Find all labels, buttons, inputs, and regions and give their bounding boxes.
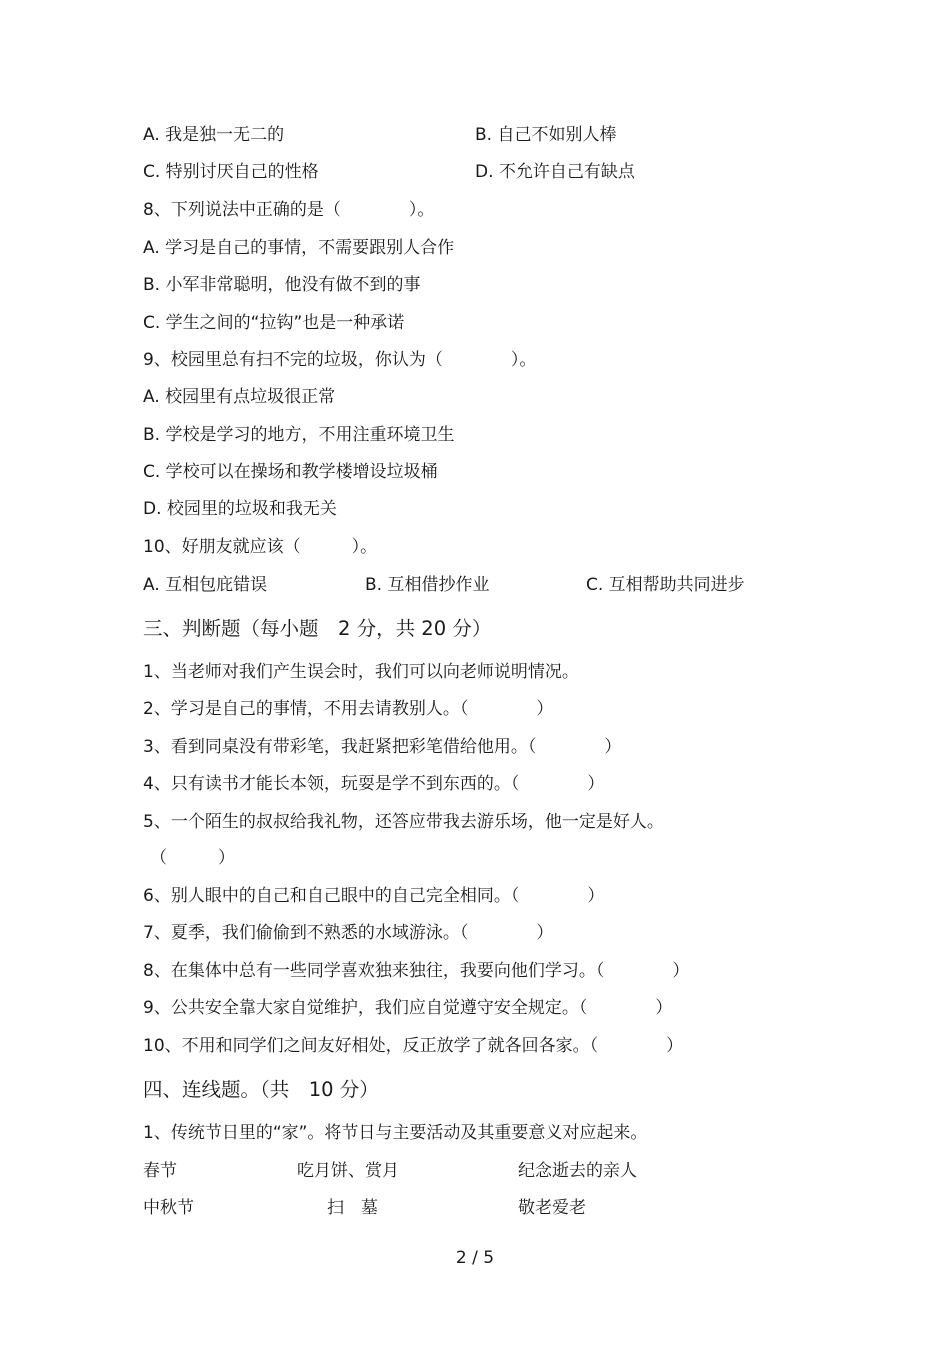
judge-item-10: 10、不用和同学们之间友好相处，反正放学了就各回各家。（ ） bbox=[143, 1036, 684, 1056]
q7-option-a: A. 我是独一无二的 bbox=[143, 125, 285, 145]
q8-option-b: B. 小军非常聪明，他没有做不到的事 bbox=[143, 275, 421, 295]
q7-option-c: C. 特别讨厌自己的性格 bbox=[143, 162, 319, 182]
q10-option-a: A. 互相包庇错误 bbox=[143, 575, 268, 595]
q10-option-c: C. 互相帮助共同进步 bbox=[586, 575, 745, 595]
q9-option-c: C. 学校可以在操场和教学楼增设垃圾桶 bbox=[143, 462, 438, 482]
q7-option-b: B. 自己不如别人棒 bbox=[475, 125, 617, 145]
match-row-2-festival: 中秋节 bbox=[143, 1198, 194, 1218]
judge-item-8: 8、在集体中总有一些同学喜欢独来独往，我要向他们学习。（ ） bbox=[143, 961, 690, 981]
q10-stem: 10、好朋友就应该（ ）。 bbox=[143, 537, 378, 557]
q9-option-b: B. 学校是学习的地方，不用注重环境卫生 bbox=[143, 425, 455, 445]
match-row-2-meaning: 敬老爱老 bbox=[518, 1198, 586, 1218]
judge-item-5-bracket: （ ） bbox=[150, 848, 235, 868]
q8-option-a: A. 学习是自己的事情，不需要跟别人合作 bbox=[143, 238, 455, 258]
section3-title: 三、判断题（每小题 2 分，共 20 分） bbox=[143, 617, 492, 640]
match-row-1-festival: 春节 bbox=[143, 1161, 177, 1181]
q8-option-c: C. 学生之间的“拉钩”也是一种承诺 bbox=[143, 313, 405, 333]
matching-q1: 1、传统节日里的“家”。将节日与主要活动及其重要意义对应起来。 bbox=[143, 1123, 648, 1143]
q8-stem: 8、下列说法中正确的是（ ）。 bbox=[143, 200, 435, 220]
match-row-1-meaning: 纪念逝去的亲人 bbox=[518, 1161, 637, 1181]
judge-item-4: 4、只有读书才能长本领，玩耍是学不到东西的。（ ） bbox=[143, 774, 605, 794]
page-number: 2 / 5 bbox=[455, 1248, 495, 1268]
judge-item-7: 7、夏季，我们偷偷到不熟悉的水域游泳。（ ） bbox=[143, 923, 554, 943]
judge-item-1: 1、当老师对我们产生误会时，我们可以向老师说明情况。 bbox=[143, 662, 579, 682]
match-row-1-activity: 吃月饼、赏月 bbox=[297, 1161, 399, 1181]
judge-item-5: 5、一个陌生的叔叔给我礼物，还答应带我去游乐场，他一定是好人。 bbox=[143, 812, 664, 832]
judge-item-6: 6、别人眼中的自己和自己眼中的自己完全相同。（ ） bbox=[143, 886, 605, 906]
match-row-2-activity: 扫 墓 bbox=[327, 1198, 378, 1218]
judge-item-2: 2、学习是自己的事情，不用去请教别人。（ ） bbox=[143, 699, 554, 719]
judge-item-3: 3、看到同桌没有带彩笔，我赶紧把彩笔借给他用。（ ） bbox=[143, 737, 622, 757]
q9-stem: 9、校园里总有扫不完的垃圾，你认为（ ）。 bbox=[143, 350, 537, 370]
q9-option-a: A. 校园里有点垃圾很正常 bbox=[143, 387, 336, 407]
q9-option-d: D. 校园里的垃圾和我无关 bbox=[143, 499, 337, 519]
judge-item-9: 9、公共安全靠大家自觉维护，我们应自觉遵守安全规定。（ ） bbox=[143, 998, 673, 1018]
q7-option-d: D. 不允许自己有缺点 bbox=[475, 162, 635, 182]
section4-title: 四、连线题。（共 10 分） bbox=[143, 1078, 379, 1101]
q10-option-b: B. 互相借抄作业 bbox=[365, 575, 490, 595]
